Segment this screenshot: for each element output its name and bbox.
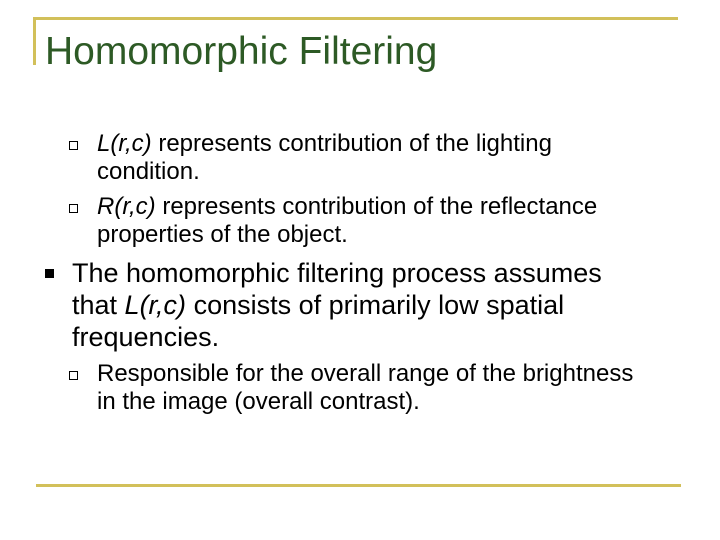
bullet-1-text: represents contribution of the lighting xyxy=(151,130,552,157)
bullet-3-prefix: that xyxy=(72,290,125,320)
bullet-1-term: L(r,c) xyxy=(97,130,152,157)
frame-top-line xyxy=(33,17,678,20)
hollow-square-bullet-icon xyxy=(69,371,78,380)
bullet-2-text: represents contribution of the reflectance xyxy=(155,193,598,220)
bullet-3-line-3: frequencies. xyxy=(72,322,220,352)
slide-title: Homomorphic Filtering xyxy=(45,30,438,73)
bullet-4-line-1: Responsible for the overall range of the brightness xyxy=(97,360,634,387)
filled-square-bullet-icon xyxy=(45,269,54,278)
bullet-4-line-2: in the image (overall contrast). xyxy=(97,388,420,415)
bullet-2-line-2: properties of the object. xyxy=(97,221,348,248)
bullet-3-line-1: The homomorphic filtering process assumes xyxy=(72,258,602,288)
hollow-square-bullet-icon xyxy=(69,141,78,150)
frame-bottom-line xyxy=(36,484,681,487)
bullet-3-suffix: consists of primarily low spatial xyxy=(186,290,565,320)
bullet-1-line-2: condition. xyxy=(97,158,200,185)
bullet-3-term: L(r,c) xyxy=(124,290,187,320)
hollow-square-bullet-icon xyxy=(69,204,78,213)
bullet-3-line-2 xyxy=(72,288,564,322)
frame-left-line xyxy=(33,17,36,65)
bullet-2-term: R(r,c) xyxy=(97,193,156,220)
